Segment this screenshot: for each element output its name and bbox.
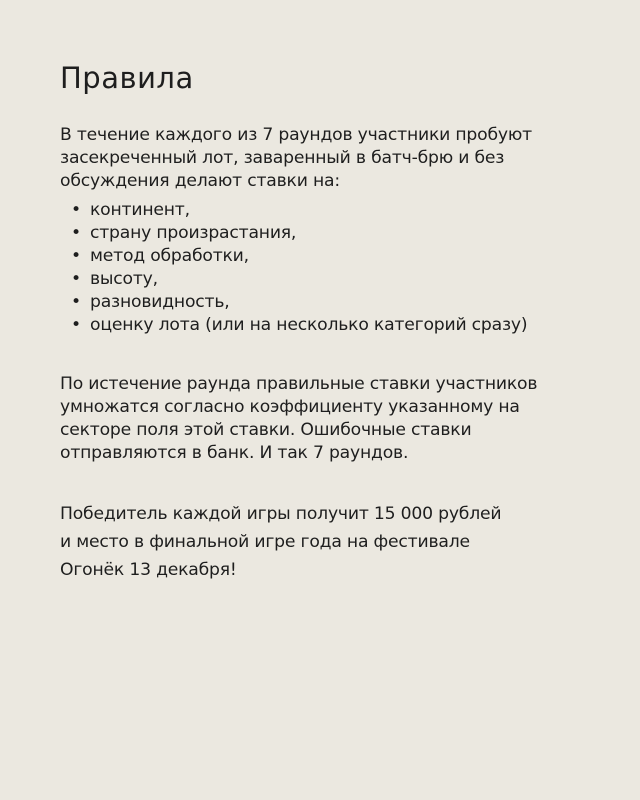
bullet-icon: • — [71, 200, 81, 220]
list-item-label: оценку лота (или на несколько категорий сразу) — [90, 315, 528, 335]
page-title: Правила — [60, 61, 194, 95]
intro-line: засекреченный лот, заваренный в батч-брю и без — [60, 148, 505, 168]
prize-line: Огонёк 13 декабря! — [60, 560, 237, 580]
bullet-icon: • — [71, 246, 81, 266]
list-item-label: высоту, — [90, 269, 158, 289]
bullet-icon: • — [71, 292, 81, 312]
list-item-continent — [60, 199, 600, 222]
results-paragraph — [60, 373, 600, 465]
prize-line: и место в финальной игре года на фестивале — [60, 532, 470, 552]
bet-categories-list — [60, 199, 600, 337]
results-line: умножатся согласно коэффициенту указанному на — [60, 397, 520, 417]
list-item-label: страну произрастания, — [90, 223, 297, 243]
results-line: отправляются в банк. И так 7 раундов. — [60, 443, 409, 463]
list-item-score — [60, 314, 600, 337]
bullet-icon: • — [71, 269, 81, 289]
list-item-label: метод обработки, — [90, 246, 249, 266]
list-item-label: разновидность, — [90, 292, 230, 312]
intro-line: В течение каждого из 7 раундов участники пробуют — [60, 125, 532, 145]
prize-paragraph — [60, 500, 600, 584]
bullet-icon: • — [71, 315, 81, 335]
prize-line: Победитель каждой игры получит 15 000 рублей — [60, 504, 502, 524]
results-line: По истечение раунда правильные ставки участников — [60, 374, 538, 394]
list-item-process — [60, 245, 600, 268]
bullet-icon: • — [71, 223, 81, 243]
list-item-label: континент, — [90, 200, 190, 220]
list-item-altitude — [60, 268, 600, 291]
list-item-variety — [60, 291, 600, 314]
intro-line: обсуждения делают ставки на: — [60, 171, 340, 191]
results-line: секторе поля этой ставки. Ошибочные ставки — [60, 420, 472, 440]
list-item-country — [60, 222, 600, 245]
intro-paragraph — [60, 124, 600, 193]
